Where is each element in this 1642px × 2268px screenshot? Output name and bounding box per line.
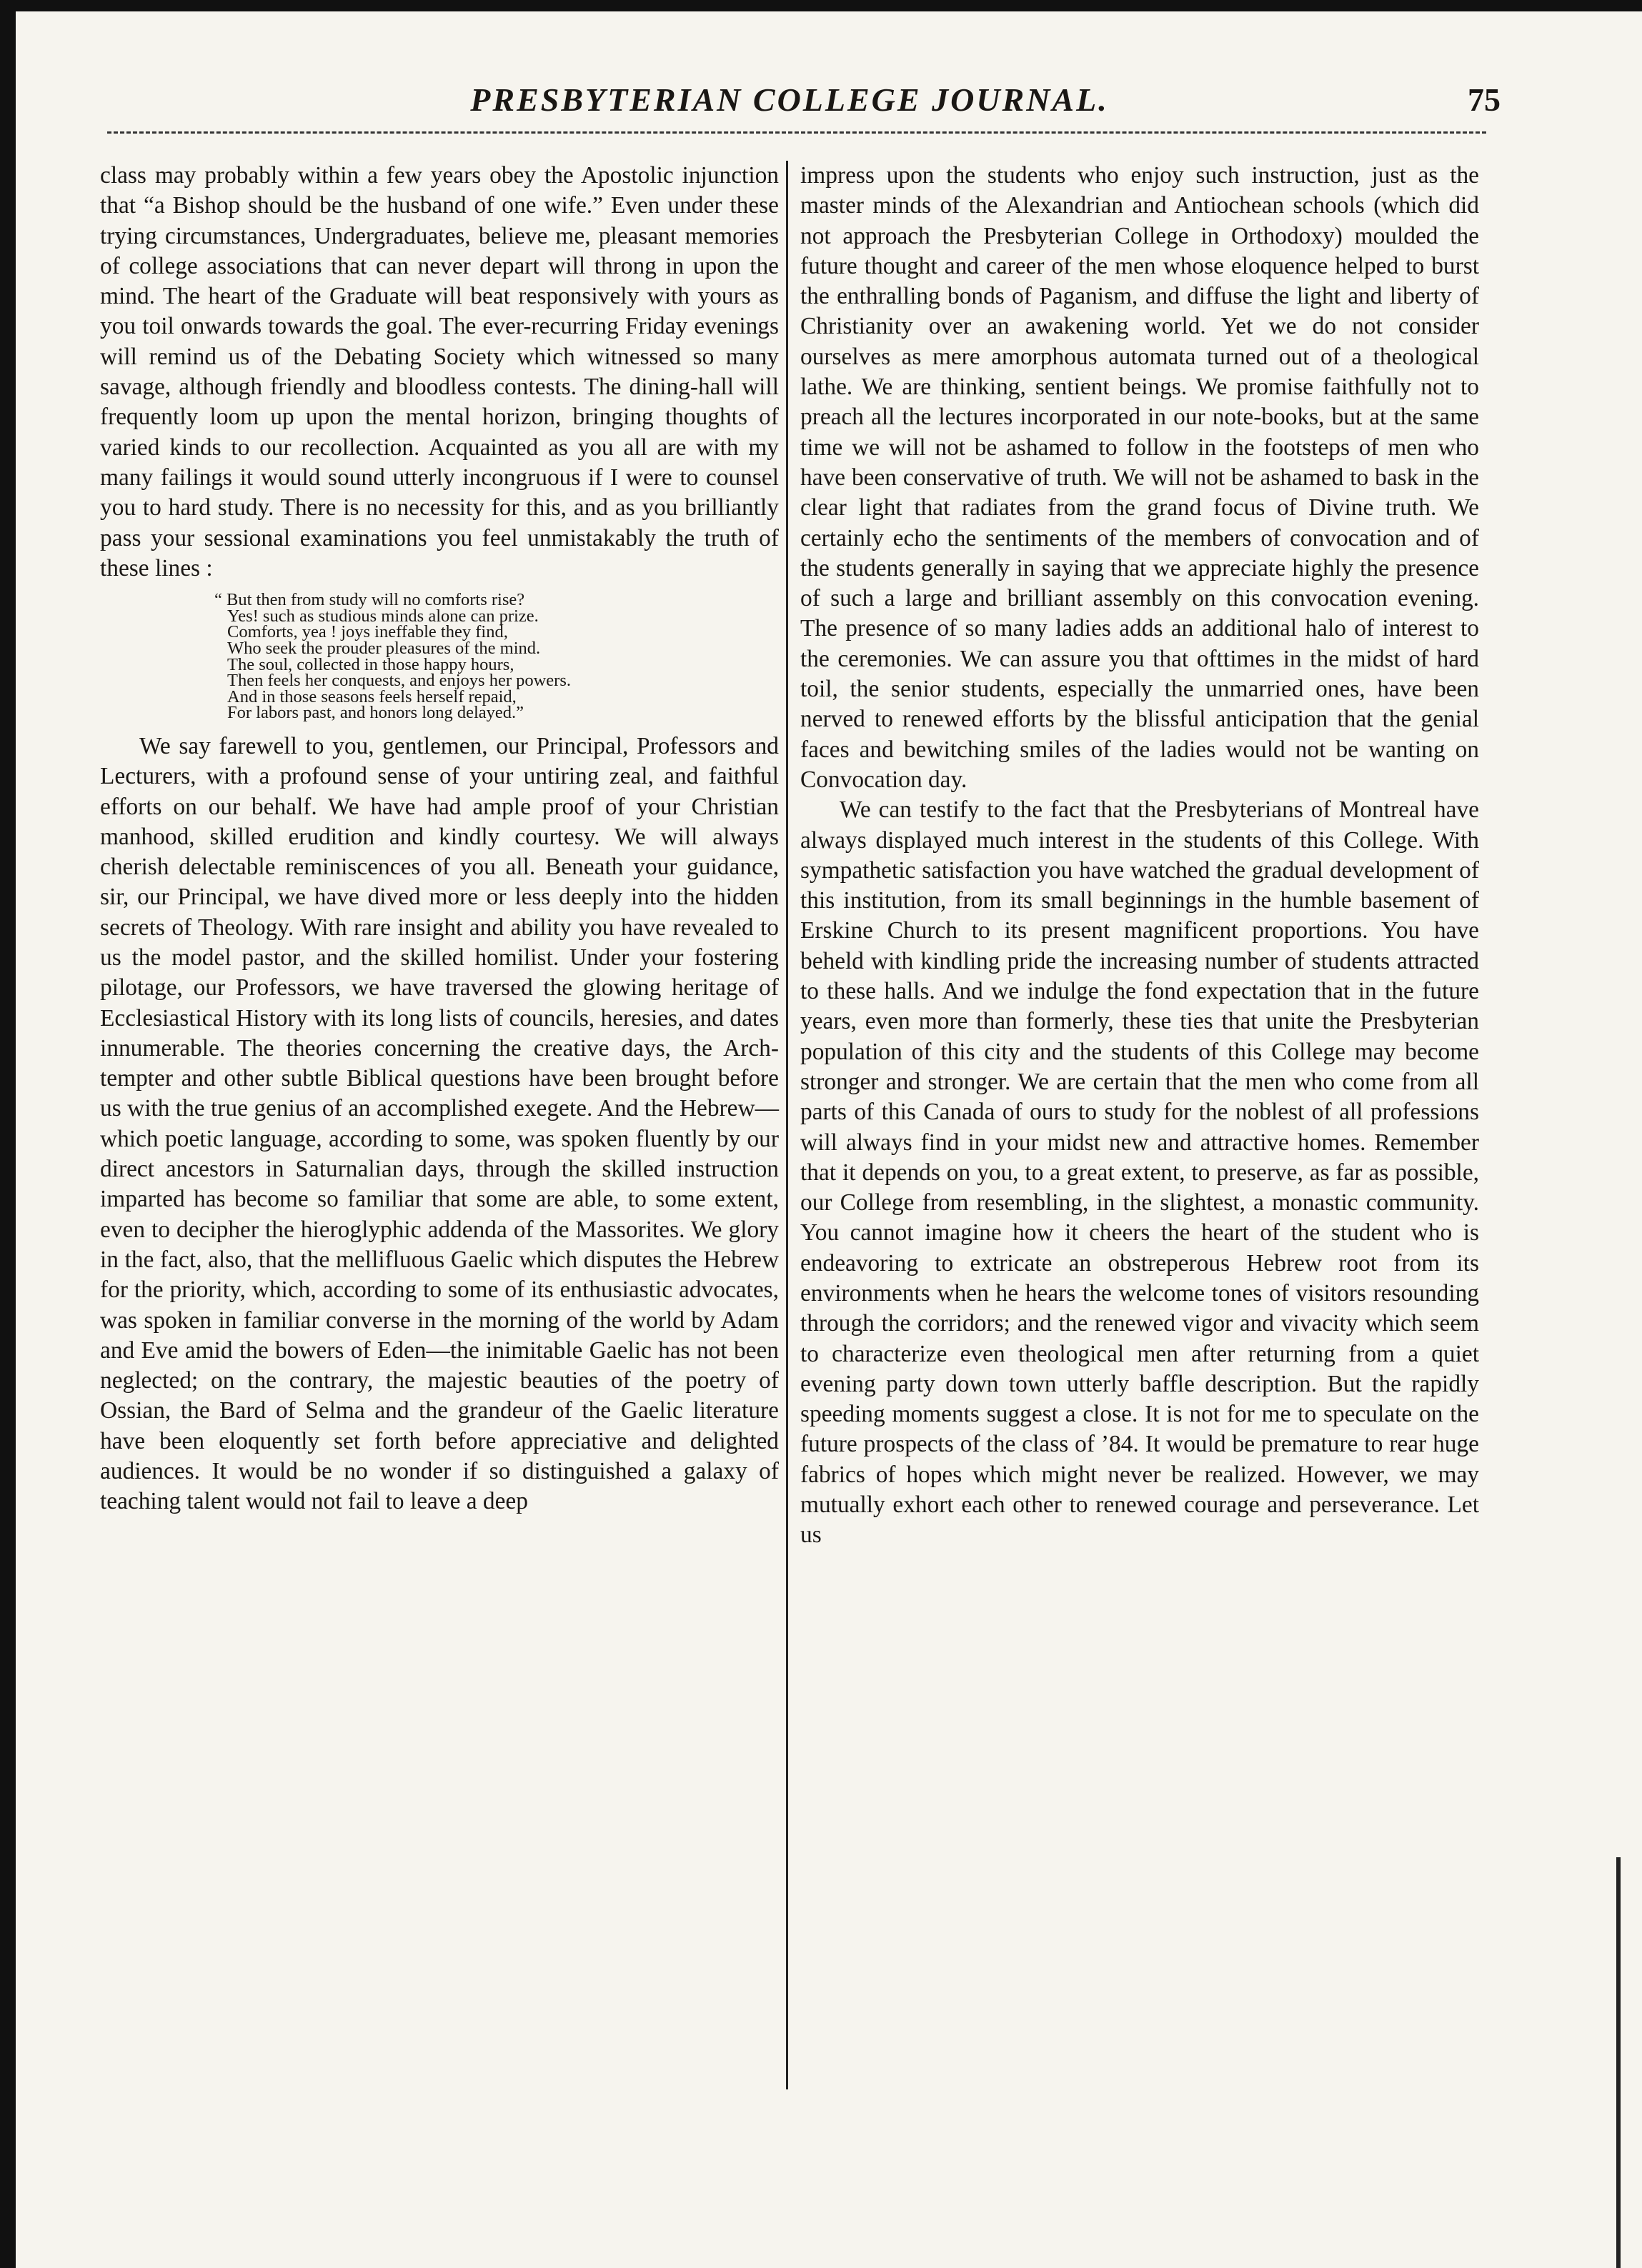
- header-rule: [107, 131, 1486, 134]
- poem-line-1: “ But then from study will no comforts rise?: [214, 590, 525, 610]
- right-paragraph-2: We can testify to the fact that the Presbyterians of Montreal have always displayed much interest in the students of this College. With sympathetic satisfaction you have watched the gradual development of this institution, from its small beginnings in the humble basement of Erskine Church to its present magnificent proportions. You have beheld with kindling pride the increasing number of students attracted to these halls. And we indulge the fond expectation that in the future years, even more than formerly, these ties that unite the Presbyterian population of this city and the students of this College may become stronger and stronger. We are certain that the men who come from all parts of this Canada of ours to study for the noblest of all professions will always find in your midst new and attractive homes. Remember that it depends on you, to a great extent, to preserve, as far as possible, our College from resembling, in the slightest, a monastic community. You cannot imagine how it cheers the heart of the student who is endeavoring to extricate an obstreperous Hebrew root from its environments when he hears the welcome tones of visitors resounding through the corridors; and the renewed vigor and vivacity which seem to characterize even theological men after returning from a quiet evening party down town utterly baffle description. But the rapidly speeding moments suggest a close. It is not for me to speculate on the future prospects of the class of ’84. It would be premature to rear huge fabrics of hopes which might never be realized. However, we may mutually exhort each other to renewed courage and perseverance. Let us: [800, 796, 1479, 1549]
- column-divider: [786, 161, 788, 2089]
- right-paragraph-1: impress upon the students who enjoy such instruction, just as the master minds of the Alexandrian and Antiochean schools (which did not approach the Presbyterian College in Orthodoxy) moulded the future thought and career of the men whose eloquence helped to burst the enthralling bonds of Paganism, and diffuse the light and liberty of Christianity over an awakening world. Yet we do not consider ourselves as mere amorphous automata turned out of a theological lathe. We are thinking, sentient beings. We promise faithfully not to preach all the lectures incorporated in our note-books, but at the same time we will not be ashamed to follow in the footsteps of men who have been conservative of truth. We will not be ashamed to bask in the clear light that radiates from the grand focus of Divine truth. We certainly echo the sentiments of the members of convocation and of the students generally in saying that we appreciate highly the presence of such a large and brilliant assembly on this convocation evening. The presence of so many ladies adds an additional halo of interest to the ceremonies. We can assure you that ofttimes in the midst of hard toil, the senior students, especially the unmarried ones, have been nerved to renewed efforts by the blissful anticipation that the genial faces and bewitching smiles of the ladies would not be wanting on Convocation day.: [800, 162, 1479, 793]
- left-border-rule: [0, 0, 16, 2268]
- poem-line-8: For labors past, and honors long delayed.”: [227, 703, 524, 723]
- poem-line-5: The soul, collected in those happy hours,: [227, 654, 514, 674]
- top-border-rule: [0, 0, 1642, 11]
- poem-line-4: Who seek the prouder pleasures of the mind.: [227, 638, 541, 658]
- left-paragraph-1: class may probably within a few years obey the Apostolic injunction that “a Bishop should be the husband of one wife.” Even under these trying circumstances, Undergraduates, believe me, pleasant memories of college associations that can never depart will throng in upon the mind. The heart of the Graduate will beat responsively with yours as you toil onwards towards the goal. The ever-recurring Friday evenings will remind us of the Debating Society which witnessed so many savage, although friendly and bloodless contests. The dining-hall will frequently loom up upon the mental horizon, bringing thoughts of varied kinds to our recollection. Acquainted as you all are with my many failings it would sound utterly incongruous if I were to counsel you to hard study. There is no necessity for this, and as you brilliantly pass your sessional examinations you feel unmistakably the truth of these lines :: [100, 162, 779, 581]
- left-column: [100, 161, 779, 1517]
- journal-title: PRESBYTERIAN COLLEGE JOURNAL.: [470, 81, 1109, 118]
- poem-line-7: And in those seasons feels herself repaid,: [227, 686, 517, 706]
- left-paragraph-2: We say farewell to you, gentlemen, our Principal, Professors and Lecturers, with a profound sense of your untiring zeal, and faithful efforts on our behalf. We have had ample proof of your Christian manhood, skilled erudition and kindly courtesy. We will always cherish delectable reminiscences of you all. Beneath your guidance, sir, our Principal, we have dived more or less deeply into the hidden secrets of Theology. With rare insight and ability you have revealed to us the model pastor, and the skilled homilist. Under your fostering pilotage, our Professors, we have traversed the glowing heritage of Ecclesiastical History with its long lists of councils, heresies, and dates innumerable. The theories concerning the creative days, the Arch-tempter and other subtle Biblical questions have been brought before us with the true genius of an accomplished exegete. And the Hebrew—which poetic language, according to some, was spoken fluently by our direct ancestors in Saturnalian days, through the skilled instruction imparted has become so familiar that some are able, to some extent, even to decipher the hieroglyphic addenda of the Massorites. We glory in the fact, also, that the mellifluous Gaelic which disputes the Hebrew for the priority, which, according to some of its enthusiastic advocates, was spoken in familiar converse in the morning of the world by Adam and Eve amid the bowers of Eden—the inimitable Gaelic has not been neglected; on the contrary, the majestic beauties of the poetry of Ossian, the Bard of Selma and the grandeur of the Gaelic literature have been eloquently set forth before appreciative and delighted audiences. It would be no wonder if so distinguished a galaxy of teaching talent would not fail to leave a deep: [100, 732, 779, 1515]
- poem-line-2: Yes! such as studious minds alone can prize.: [227, 606, 539, 626]
- poem-line-6: Then feels her conquests, and enjoys her powers.: [227, 671, 572, 691]
- poem-line-3: Comforts, yea ! joys ineffable they find,: [227, 622, 508, 642]
- quoted-poem: [214, 592, 779, 721]
- page-number: 75: [1468, 81, 1501, 118]
- right-edge-mark: [1616, 1857, 1621, 2268]
- right-column: [800, 161, 1479, 1551]
- page-header: [79, 75, 1501, 125]
